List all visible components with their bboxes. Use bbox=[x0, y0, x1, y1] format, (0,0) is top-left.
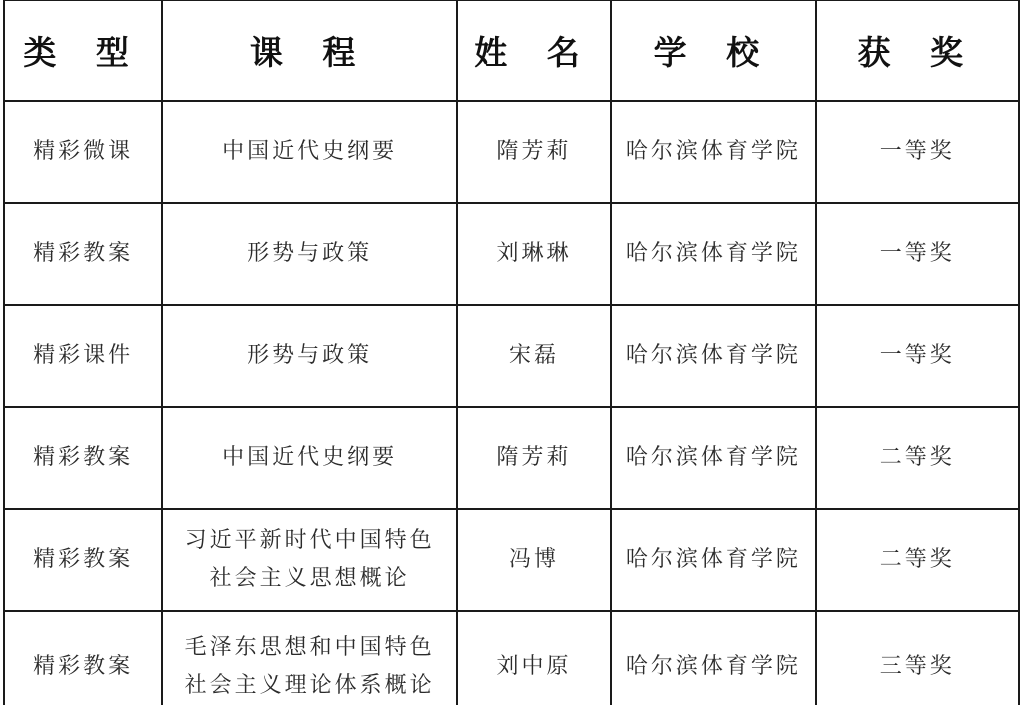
cell-school: 哈尔滨体育学院 bbox=[611, 305, 815, 407]
cell-name: 冯博 bbox=[457, 509, 611, 611]
cell-name: 刘琳琳 bbox=[457, 203, 611, 305]
header-school: 学 校 bbox=[611, 0, 815, 101]
cell-award: 一等奖 bbox=[816, 305, 1019, 407]
cell-type: 精彩教案 bbox=[4, 203, 162, 305]
table-row bbox=[4, 407, 1019, 509]
course-line: 社会主义理论体系概论 bbox=[184, 673, 435, 698]
cell-award: 二等奖 bbox=[816, 407, 1019, 509]
cell-school: 哈尔滨体育学院 bbox=[611, 509, 815, 611]
cell-type: 精彩课件 bbox=[4, 305, 162, 407]
course-line: 社会主义思想概论 bbox=[209, 566, 410, 591]
table-row bbox=[4, 305, 1019, 407]
cell-school: 哈尔滨体育学院 bbox=[611, 611, 815, 705]
cell-course bbox=[162, 101, 457, 203]
cell-award: 二等奖 bbox=[816, 509, 1019, 611]
cell-type: 精彩教案 bbox=[4, 509, 162, 611]
cell-name: 宋磊 bbox=[457, 305, 611, 407]
course-line: 形势与政策 bbox=[247, 343, 373, 368]
cell-course bbox=[162, 611, 457, 705]
table-row bbox=[4, 611, 1019, 705]
cell-school: 哈尔滨体育学院 bbox=[611, 101, 815, 203]
cell-award: 一等奖 bbox=[816, 203, 1019, 305]
cell-school: 哈尔滨体育学院 bbox=[611, 407, 815, 509]
cell-course bbox=[162, 407, 457, 509]
cell-course bbox=[162, 509, 457, 611]
cell-type: 精彩微课 bbox=[4, 101, 162, 203]
header-name: 姓 名 bbox=[457, 0, 611, 101]
course-line: 毛泽东思想和中国特色 bbox=[184, 635, 435, 660]
cell-type: 精彩教案 bbox=[4, 611, 162, 705]
cell-name: 刘中原 bbox=[457, 611, 611, 705]
course-line: 中国近代史纲要 bbox=[222, 139, 398, 164]
cell-course bbox=[162, 305, 457, 407]
cell-name: 隋芳莉 bbox=[457, 101, 611, 203]
cell-award: 三等奖 bbox=[816, 611, 1019, 705]
header-award: 获 奖 bbox=[816, 0, 1019, 101]
cell-type: 精彩教案 bbox=[4, 407, 162, 509]
table-row bbox=[4, 101, 1019, 203]
header-row bbox=[4, 0, 1019, 101]
cell-course bbox=[162, 203, 457, 305]
header-course: 课 程 bbox=[162, 0, 457, 101]
table-row bbox=[4, 509, 1019, 611]
table-row bbox=[4, 203, 1019, 305]
course-line: 形势与政策 bbox=[247, 241, 373, 266]
cell-name: 隋芳莉 bbox=[457, 407, 611, 509]
awards-table bbox=[3, 0, 1020, 705]
course-line: 习近平新时代中国特色 bbox=[184, 528, 435, 553]
cell-award: 一等奖 bbox=[816, 101, 1019, 203]
course-line: 中国近代史纲要 bbox=[222, 445, 398, 470]
cell-school: 哈尔滨体育学院 bbox=[611, 203, 815, 305]
header-type: 类 型 bbox=[4, 0, 162, 101]
